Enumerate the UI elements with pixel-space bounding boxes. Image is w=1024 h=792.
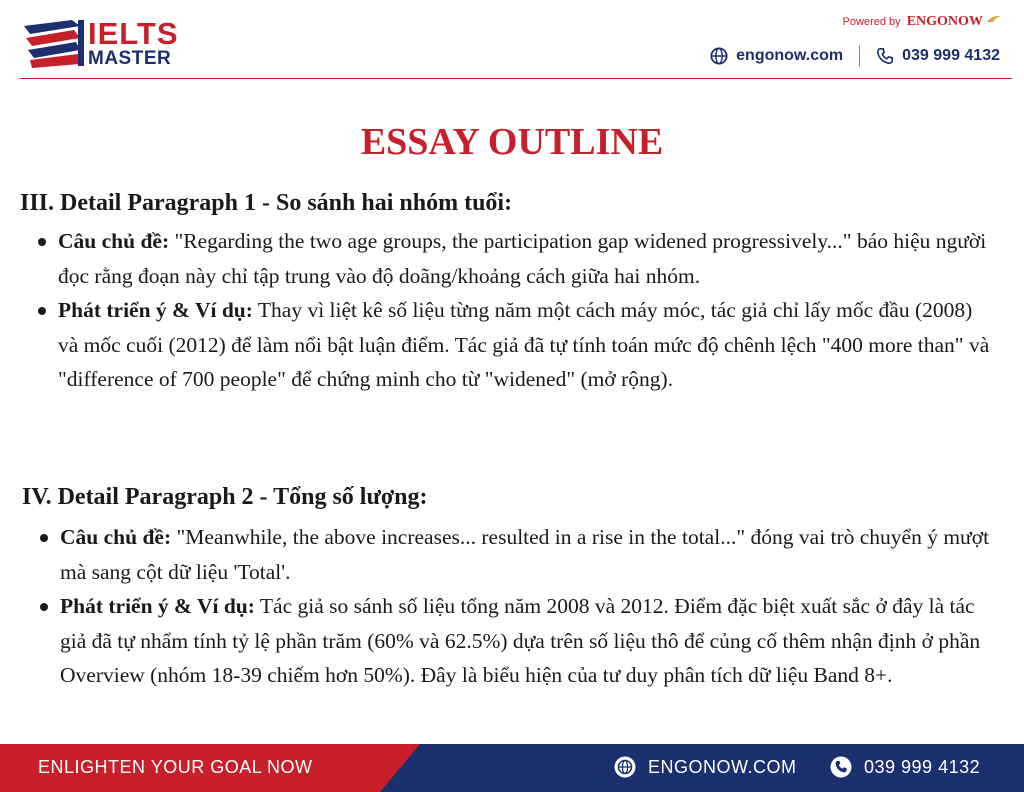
globe-icon xyxy=(710,47,728,65)
logo-ielts-text: IELTS xyxy=(88,16,179,51)
footer-phone-link[interactable]: 039 999 4132 xyxy=(864,756,981,777)
logo-master-text: MASTER xyxy=(88,48,172,69)
bird-icon xyxy=(986,14,1002,24)
phone-icon xyxy=(830,756,852,778)
list-item: Câu chủ đề: "Regarding the two age groups, the participation gap widened progressively..." báo hiệu người đọc rằng đoạn này chỉ tập trung vào độ doãng/khoảng cách giữa hai nhóm. xyxy=(36,224,996,293)
logo-book-icon xyxy=(22,16,86,70)
ielts-master-logo[interactable] xyxy=(22,16,192,72)
divider xyxy=(859,45,860,67)
footer-slogan: ENLIGHTEN YOUR GOAL NOW xyxy=(38,757,313,777)
page-title: ESSAY OUTLINE xyxy=(360,121,664,163)
phone-icon xyxy=(876,47,894,65)
powered-by-label: Powered by xyxy=(842,16,901,28)
page-footer xyxy=(0,744,1024,792)
powered-by xyxy=(843,14,1002,30)
header-divider xyxy=(20,78,1012,79)
section-3-bullets xyxy=(36,224,996,397)
section-heading-3: III. Detail Paragraph 1 - So sánh hai nhóm tuổi: xyxy=(20,190,513,216)
footer-phone[interactable] xyxy=(830,756,980,778)
footer-website-link[interactable]: ENGONOW.COM xyxy=(648,756,797,777)
list-item: Phát triển ý & Ví dụ: Thay vì liệt kê số liệu từng năm một cách máy móc, tác giả chỉ lấy mốc đầu (2008) và mốc cuối (2012) để làm nổi bật luận điểm. Tác giả đã tự tính toán mức độ chênh lệch "400 more than" và "difference of 700 people" để chứng minh cho từ "widened" (mở rộng). xyxy=(36,293,996,397)
globe-icon xyxy=(614,756,636,778)
list-item: Câu chủ đề: "Meanwhile, the above increases... resulted in a rise in the total..." đóng vai trò chuyển ý mượt mà sang cột dữ liệu 'Total'. xyxy=(38,520,998,589)
header-phone-link[interactable]: 039 999 4132 xyxy=(902,47,1000,64)
section-heading-4: IV. Detail Paragraph 2 - Tổng số lượng: xyxy=(22,484,428,510)
list-item: Phát triển ý & Ví dụ: Tác giả so sánh số liệu tổng năm 2008 và 2012. Điểm đặc biệt xuất sắc ở đây là tác giả đã tự nhẩm tính tỷ lệ phần trăm (60% và 62.5%) dựa trên số liệu thô để củng cố thêm nhận định ở phần Overview (nhóm 18-39 chiếm hơn 50%). Đây là biểu hiện của tư duy phân tích dữ liệu Band 8+. xyxy=(38,589,998,693)
header-contact xyxy=(710,45,1000,67)
page-header xyxy=(0,0,1024,80)
section-4-bullets xyxy=(38,520,998,693)
engonow-brand[interactable]: ENGONOW xyxy=(906,14,983,29)
header-website-link[interactable]: engonow.com xyxy=(736,47,844,64)
footer-website[interactable] xyxy=(614,756,797,778)
